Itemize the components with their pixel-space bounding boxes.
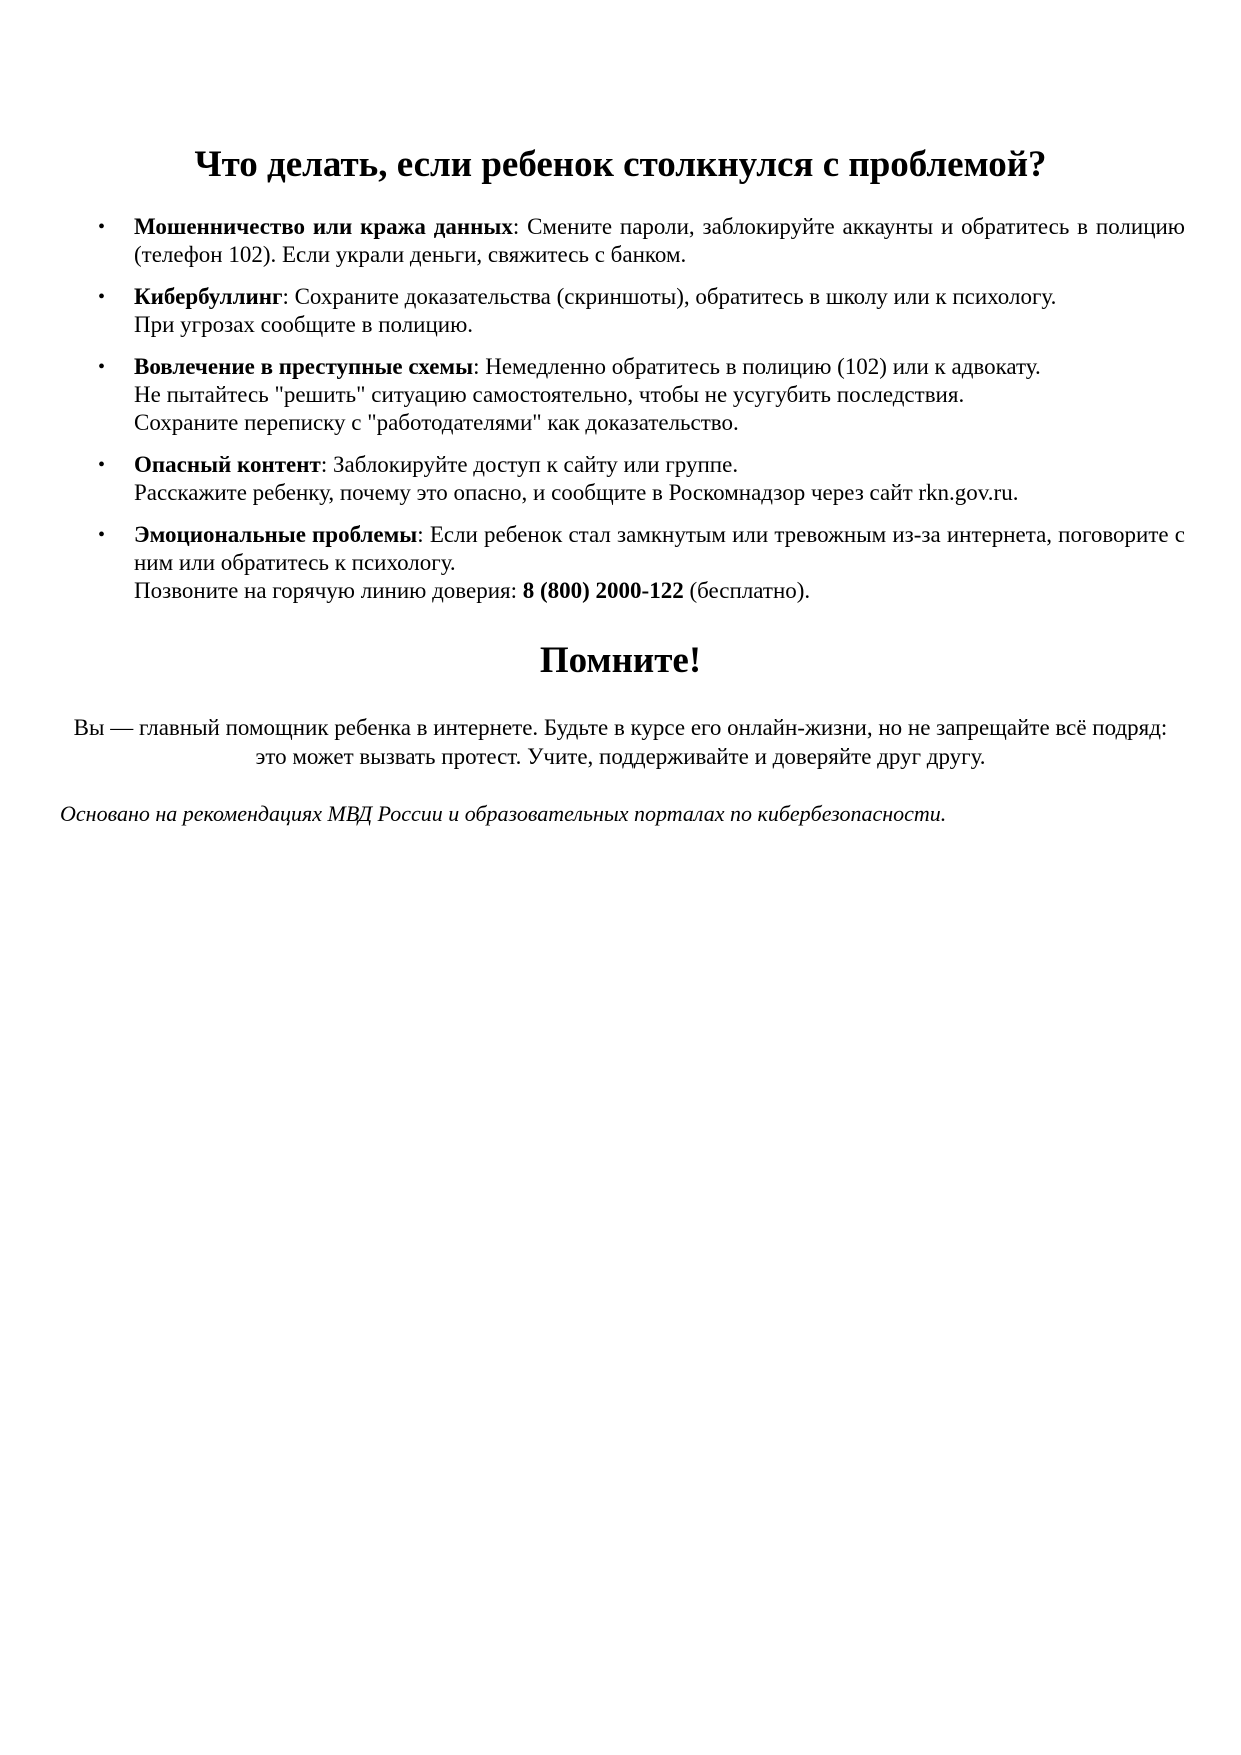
list-item-fraud (95, 213, 1185, 269)
item-text: Смените пароли, заблокируйте аккаунты и обратитесь в полицию (телефон 102). Если украли деньги, свяжитесь с банком. (134, 214, 1185, 267)
item-separator: : (473, 354, 486, 379)
item-term: Мошенничество или кража данных (134, 214, 513, 239)
item-line-2: При угрозах сообщите в полицию. (134, 312, 474, 337)
item-term: Опасный контент (134, 452, 321, 477)
bullet-icon: • (98, 286, 106, 308)
item-term: Эмоциональные проблемы (134, 522, 418, 547)
problem-list (95, 213, 1185, 619)
item-separator: : (282, 284, 295, 309)
item-text: Заблокируйте доступ к сайту или группе. (332, 452, 739, 477)
item-line-3: Сохраните переписку с "работодателями" как доказательство. (134, 410, 739, 435)
bullet-icon: • (98, 454, 106, 476)
item-line-1 (134, 521, 1185, 577)
hotline-prefix: Позвоните на горячую линию доверия: (134, 578, 523, 603)
remember-heading: Помните! (539, 640, 702, 681)
hotline-suffix: (бесплатно). (683, 578, 811, 603)
item-separator: : (417, 522, 430, 547)
item-line-2: Расскажите ребенку, почему это опасно, и сообщите в Роскомнадзор через сайт rkn.gov.ru. (134, 480, 1019, 505)
list-item-criminal-schemes (95, 353, 1185, 437)
item-line-1 (134, 353, 1185, 381)
item-text: Сохраните доказательства (скриншоты), обратитесь в школу или к психологу. (294, 284, 1057, 309)
bullet-icon: • (98, 524, 106, 546)
list-item-emotional-problems (95, 521, 1185, 605)
list-item-dangerous-content (95, 451, 1185, 507)
item-line-1 (134, 283, 1185, 311)
list-item-cyberbullying (95, 283, 1185, 339)
item-separator: : (320, 452, 333, 477)
page-title: Что делать, если ребенок столкнулся с проблемой? (194, 144, 1047, 185)
item-line-1 (134, 451, 1185, 479)
item-term: Вовлечение в преступные схемы (134, 354, 474, 379)
item-separator: : (512, 214, 528, 239)
item-text: Немедленно обратитесь в полицию (102) или к адвокату. (485, 354, 1041, 379)
item-line-2: Не пытайтесь "решить" ситуацию самостоятельно, чтобы не усугубить последствия. (134, 382, 965, 407)
item-term: Кибербуллинг (134, 284, 283, 309)
item-text: Если ребенок стал замкнутым или тревожным из-за интернета, поговорите с ним или обратитесь к психологу. (134, 522, 1185, 575)
bullet-icon: • (98, 356, 106, 378)
remember-paragraph: Вы — главный помощник ребенка в интернете. Будьте в курсе его онлайн-жизни, но не запрещайте всё подряд: это может вызвать протест. Учите, поддерживайте и доверяйте друг другу. (73, 715, 1168, 769)
item-line-2 (134, 577, 1185, 605)
bullet-icon: • (98, 216, 106, 238)
hotline-phone: 8 (800) 2000-122 (522, 578, 684, 603)
source-note: Основано на рекомендациях МВД России и образовательных порталах по кибербезопасности. (60, 801, 947, 826)
